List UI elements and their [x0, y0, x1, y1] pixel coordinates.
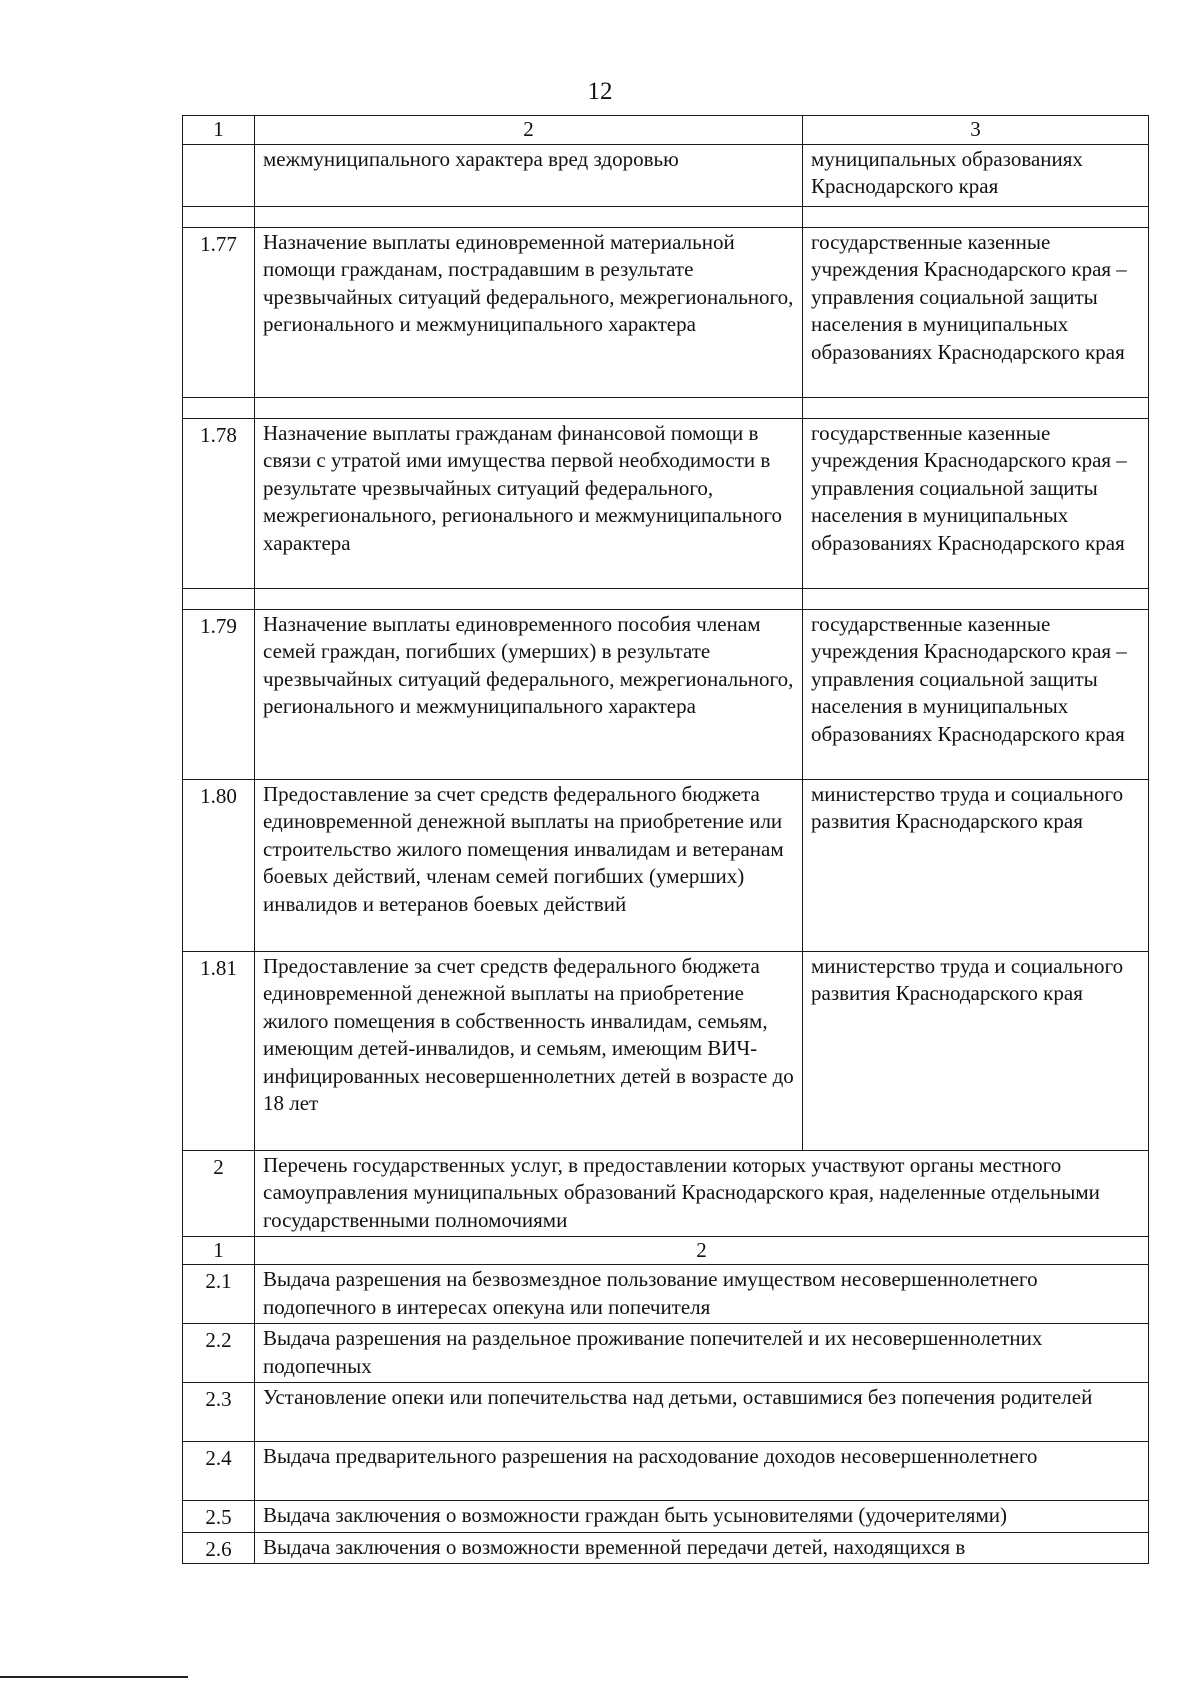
- table-row: [183, 1265, 1149, 1324]
- service-text: Выдача разрешения на безвозмездное пользование имуществом несовершеннолетнего подопечного в интересах опекуна или попечителя: [255, 1265, 1149, 1324]
- row-number: 1.77: [183, 227, 255, 397]
- service-text: Выдача заключения о возможности временной передачи детей, находящихся в: [255, 1532, 1149, 1564]
- table-header-row: [183, 116, 1149, 145]
- service-text: Предоставление за счет средств федерального бюджета единовременной денежной выплаты на приобретение или строительство жилого помещения инвалидам и ветеранам боевых действий, членам семей погибших (умерших) инвалидов и ветеранов боевых действий: [255, 779, 803, 951]
- table-row: [183, 1442, 1149, 1501]
- service-text: Назначение выплаты единовременного пособия членам семей граждан, погибших (умерших) в результате чрезвычайных ситуаций федерального, межрегионального, регионального и межмуниципального характера: [255, 609, 803, 779]
- section-heading-row: [183, 1150, 1149, 1236]
- row-number: 2.2: [183, 1324, 255, 1383]
- row-number: 2.1: [183, 1265, 255, 1324]
- provider-text: министерство труда и социального развития Краснодарского края: [803, 951, 1149, 1150]
- table-header-row: [183, 1236, 1149, 1265]
- service-text: Выдача заключения о возможности граждан быть усыновителями (удочерителями): [255, 1501, 1149, 1533]
- header-col-2: 2: [255, 116, 803, 145]
- service-text: Выдача предварительного разрешения на расходование доходов несовершеннолетнего: [255, 1442, 1149, 1501]
- table-row: [183, 1532, 1149, 1564]
- table-row: [183, 1324, 1149, 1383]
- row-number: 1.78: [183, 418, 255, 588]
- header-col-3: 3: [803, 116, 1149, 145]
- service-text: Назначение выплаты единовременной материальной помощи гражданам, пострадавшим в результате чрезвычайных ситуаций федерального, межрегионального, регионального и межмуниципального характера: [255, 227, 803, 397]
- row-number: 2.3: [183, 1383, 255, 1442]
- header-col-1: 1: [183, 116, 255, 145]
- row-number: 1.80: [183, 779, 255, 951]
- service-text: Предоставление за счет средств федерального бюджета единовременной денежной выплаты на приобретение жилого помещения в собственность инвалидам, семьям, имеющим детей-инвалидов, и семьям, имеющим ВИЧ-инфицированных несовершеннолетних детей в возрасте до 18 лет: [255, 951, 803, 1150]
- services-table: [182, 115, 1149, 1564]
- table-row: [183, 1383, 1149, 1442]
- table-row: [183, 951, 1149, 1150]
- provider-text: муниципальных образованиях Краснодарского края: [803, 144, 1149, 206]
- table-row: [183, 779, 1149, 951]
- service-text: Назначение выплаты гражданам финансовой помощи в связи с утратой ими имущества первой необходимости в результате чрезвычайных ситуаций федерального, межрегионального, регионального и межмуниципального характера: [255, 418, 803, 588]
- table-row: [183, 1501, 1149, 1533]
- section-number: 2: [183, 1150, 255, 1236]
- page-number: 12: [587, 78, 613, 105]
- provider-text: государственные казенные учреждения Краснодарского края – управления социальной защиты населения в муниципальных образованиях Краснодарского края: [803, 227, 1149, 397]
- row-number: 1.81: [183, 951, 255, 1150]
- provider-text: министерство труда и социального развития Краснодарского края: [803, 779, 1149, 951]
- header-col-1: 1: [183, 1236, 255, 1265]
- header-col-2: 2: [255, 1236, 1149, 1265]
- table-row-continuation: [183, 144, 1149, 206]
- service-text: Выдача разрешения на раздельное проживание попечителей и их несовершеннолетних подопечных: [255, 1324, 1149, 1383]
- section-title: Перечень государственных услуг, в предоставлении которых участвуют органы местного самоуправления муниципальных образований Краснодарского края, наделенные отдельными государственными полномочиями: [255, 1150, 1149, 1236]
- row-number: 2.6: [183, 1532, 255, 1564]
- service-text: Установление опеки или попечительства над детьми, оставшимися без попечения родителей: [255, 1383, 1149, 1442]
- service-text: межмуниципального характера вред здоровью: [255, 144, 803, 206]
- table-row: [183, 609, 1149, 779]
- provider-text: государственные казенные учреждения Краснодарского края – управления социальной защиты населения в муниципальных образованиях Краснодарского края: [803, 418, 1149, 588]
- table-row: [183, 227, 1149, 397]
- row-number: 1.79: [183, 609, 255, 779]
- row-number: 2.4: [183, 1442, 255, 1501]
- footnote-divider: [0, 1676, 188, 1678]
- row-number: 2.5: [183, 1501, 255, 1533]
- provider-text: государственные казенные учреждения Краснодарского края – управления социальной защиты населения в муниципальных образованиях Краснодарского края: [803, 609, 1149, 779]
- table-row: [183, 418, 1149, 588]
